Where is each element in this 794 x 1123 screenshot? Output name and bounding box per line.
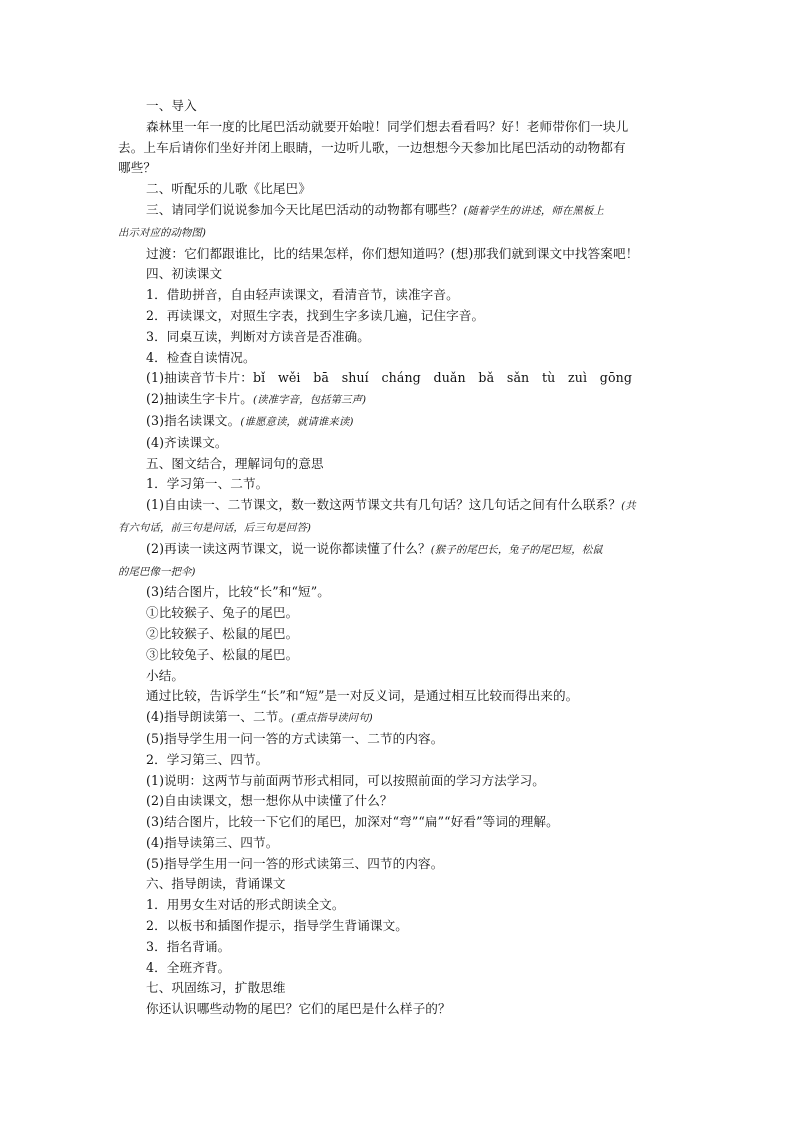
list-item: (2)抽读生字卡片。(读准字音，包括第三声) (146, 391, 367, 407)
section-heading-recite: 六、指导朗读，背诵课文 (146, 876, 286, 892)
list-item: (1)自由读一、二节课文，数一数这两节课文共有几句话？这几句话之间有什么联系？(共 (146, 497, 636, 513)
list-item: ①比较猴子、兔子的尾巴。 (146, 605, 299, 621)
teacher-note: (重点指导读问句) (291, 712, 373, 725)
paragraph-line (118, 222, 684, 244)
list-item: 1．借助拼音，自由轻声读课文，看清音节，读准字音。 (146, 287, 459, 303)
section-heading-animals: 三、请同学们说说参加今天比尾巴活动的动物都有哪些？(随着学生的讲述，师在黑板上 (146, 201, 604, 217)
list-item: (4)齐读课文。 (146, 434, 228, 450)
section-heading-song: 二、听配乐的儿歌《比尾巴》 (146, 181, 312, 197)
list-item: (4)指导读第三、四节。 (146, 834, 279, 850)
section-heading-first-reading: 四、初读课文 (146, 266, 223, 282)
lesson-plan-body (118, 96, 684, 1020)
teacher-note: (随着学生的讲述，师在黑板上 (463, 204, 604, 217)
paragraph-line: 你还认识哪些动物的尾巴？它们的尾巴是什么样子的？ (146, 1001, 451, 1017)
teacher-note: (谁愿意读，就请谁来读) (240, 415, 354, 428)
list-item: ③比较兔子、松鼠的尾巴。 (146, 646, 299, 662)
list-item: (5)指导学生用一问一答的方式读第一、二节的内容。 (146, 730, 444, 746)
teacher-note: 的尾巴像一把伞) (118, 565, 196, 578)
list-item: 3．指名背诵。 (146, 938, 231, 954)
list-item: 2．再读课文，对照生字表，找到生字多读几遍，记住字音。 (146, 307, 485, 323)
list-item: 4．全班齐背。 (146, 959, 231, 975)
paragraph-line: 通过比较，告诉学生“长”和“短”是一对反义词，是通过相互比较而得出来的。 (146, 688, 579, 704)
pinyin-card-line: (1)抽读音节卡片：bǐ wěi bā shuí cháng duǎn bǎ sǎn tù zuì gōng (146, 370, 633, 386)
teacher-note: 出示对应的动物图) (118, 226, 207, 239)
section-heading-intro: 一、导入 (146, 98, 197, 113)
list-item: (5)指导学生用一问一答的形式读第三、四节的内容。 (146, 855, 444, 871)
summary-label: 小结。 (146, 667, 185, 683)
list-item: (4)指导朗读第一、二节。(重点指导读问句) (146, 709, 373, 725)
paragraph-line: 去。上车后请你们坐好并闭上眼睛，一边听儿歌，一边想想今天参加比尾巴活动的动物都有 (118, 139, 626, 155)
list-item: (3)指名读课文。(谁愿意读，就请谁来读) (146, 412, 354, 428)
teacher-note: (共 (621, 500, 636, 513)
section-heading-practice: 七、巩固练习，扩散思维 (146, 980, 286, 996)
list-item: (2)再读一读这两节课文，说一说你都读懂了什么？(猴子的尾巴长，兔子的尾巴短，松鼠 (146, 540, 603, 556)
teacher-note: (猴子的尾巴长，兔子的尾巴短，松鼠 (430, 543, 603, 556)
transition-line: 过渡：它们都跟谁比，比的结果怎样，你们想知道吗？(想)那我们就到课文中找答案吧！ (146, 245, 639, 261)
list-item: 4．检查自读情况。 (146, 349, 256, 365)
list-item: (2)自由读课文，想一想你从中读懂了什么？ (146, 793, 393, 809)
teacher-note: 有六句话，前三句是问话，后三句是回答) (118, 521, 311, 534)
teacher-note: (读准字音，包括第三声) (253, 394, 367, 407)
paragraph-line (118, 561, 684, 583)
list-item: 2．以板书和插图作提示，指导学生背诵课文。 (146, 918, 408, 934)
paragraph-line: 森林里一年一度的比尾巴活动就要开始啦！同学们想去看看吗？好！老师带你们一块儿 (146, 118, 629, 134)
paragraph-line (118, 517, 684, 539)
list-item: 2．学习第三、四节。 (146, 751, 269, 767)
list-item: (3)结合图片，比较“长”和“短”。 (146, 584, 330, 600)
list-item: 1．用男女生对话的形式朗读全文。 (146, 897, 345, 913)
paragraph-line: 哪些？ (118, 160, 157, 176)
list-item: 3．同桌互读，判断对方读音是否准确。 (146, 328, 370, 344)
list-item: (3)结合图片，比较一下它们的尾巴，加深对“弯”“扁”“好看”等词的理解。 (146, 814, 559, 830)
list-item: 1．学习第一、二节。 (146, 476, 269, 492)
section-heading-picture-text: 五、图文结合，理解词句的意思 (146, 455, 324, 471)
list-item: ②比较猴子、松鼠的尾巴。 (146, 625, 299, 641)
list-item: (1)说明：这两节与前面两节形式相同，可以按照前面的学习方法学习。 (146, 772, 545, 788)
